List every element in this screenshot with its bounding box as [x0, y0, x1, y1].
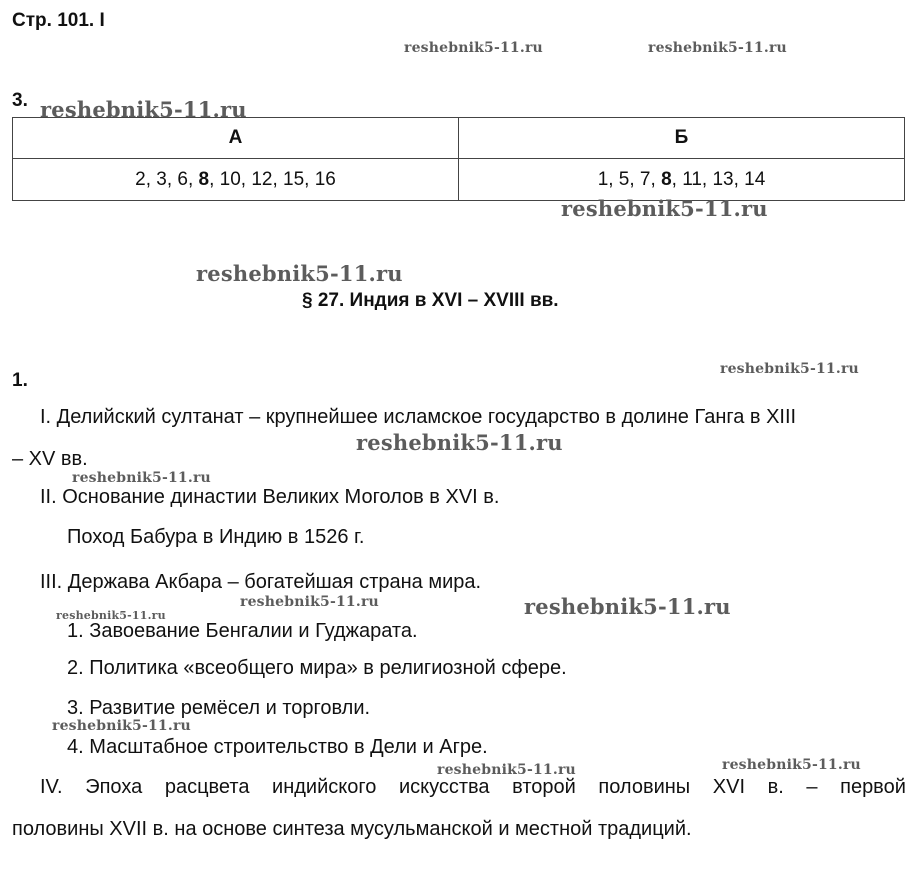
cell-a-bold: 8 — [198, 168, 210, 190]
item-4-line2: половины XVII в. на основе синтеза мусульманской и местной традиций. — [12, 818, 692, 840]
watermark: reshebnik5-11.ru — [722, 757, 861, 773]
item-4-line1 — [40, 776, 906, 799]
cell-b-before: 1, 5, 7, — [597, 168, 662, 190]
table-row — [13, 159, 905, 201]
item-4-word: XVI — [712, 776, 746, 798]
watermark: reshebnik5-11.ru — [196, 261, 403, 286]
cell-a-after: , 10, 12, 15, 16 — [209, 168, 336, 190]
cell-b-bold: 8 — [661, 168, 672, 190]
item-4-word: – — [806, 776, 818, 798]
item-3-sub-3: 3. Развитие ремёсел и торговли. — [67, 697, 371, 719]
task3-number: 3. — [12, 90, 28, 111]
item-1-line2: – XV вв. — [12, 448, 88, 470]
watermark: reshebnik5-11.ru — [56, 609, 166, 622]
item-1-line1: I. Делийский султанат – крупнейшее исламское государство в долине Ганга в XIII — [40, 406, 797, 428]
task1-number: 1. — [12, 370, 28, 391]
column-header-a: А — [13, 118, 459, 159]
cell-b — [459, 159, 905, 201]
watermark: reshebnik5-11.ru — [437, 762, 576, 778]
cell-a — [13, 159, 459, 201]
watermark: reshebnik5-11.ru — [720, 361, 859, 377]
watermark: reshebnik5-11.ru — [404, 40, 543, 56]
watermark: reshebnik5-11.ru — [40, 97, 247, 122]
item-4-word: второй — [512, 776, 576, 798]
item-4-word: половины — [598, 776, 691, 798]
item-4-word: первой — [840, 776, 906, 798]
item-4-word: расцвета — [164, 776, 250, 798]
item-3-sub-4: 4. Масштабное строительство в Дели и Агре. — [67, 736, 488, 758]
watermark: reshebnik5-11.ru — [356, 430, 563, 455]
item-2-sub: Поход Бабура в Индию в 1526 г. — [67, 526, 365, 548]
column-header-b: Б — [459, 118, 905, 159]
item-4-word: искусства — [398, 776, 490, 798]
item-4-word: IV. — [40, 776, 63, 798]
watermark: reshebnik5-11.ru — [52, 718, 191, 734]
item-4-word: индийского — [272, 776, 377, 798]
section-title: § 27. Индия в XVI – XVIII вв. — [302, 290, 559, 311]
answer-table — [12, 117, 905, 201]
cell-a-before: 2, 3, 6, — [135, 168, 199, 190]
watermark: reshebnik5-11.ru — [524, 594, 731, 619]
page-header: Стр. 101. I — [12, 10, 105, 31]
watermark: reshebnik5-11.ru — [561, 196, 768, 221]
item-4-word: в. — [767, 776, 784, 798]
watermark: reshebnik5-11.ru — [240, 594, 379, 610]
table-header-row — [13, 118, 905, 159]
watermark: reshebnik5-11.ru — [72, 470, 211, 486]
item-3: III. Держава Акбара – богатейшая страна мира. — [40, 571, 482, 593]
cell-b-after: , 11, 13, 14 — [671, 168, 766, 190]
item-4-word: Эпоха — [85, 776, 143, 798]
item-2: II. Основание династии Великих Моголов в XVI в. — [40, 486, 500, 508]
item-3-sub-1: 1. Завоевание Бенгалии и Гуджарата. — [67, 620, 418, 642]
item-3-sub-2: 2. Политика «всеобщего мира» в религиозной сфере. — [67, 657, 567, 679]
watermark: reshebnik5-11.ru — [648, 40, 787, 56]
